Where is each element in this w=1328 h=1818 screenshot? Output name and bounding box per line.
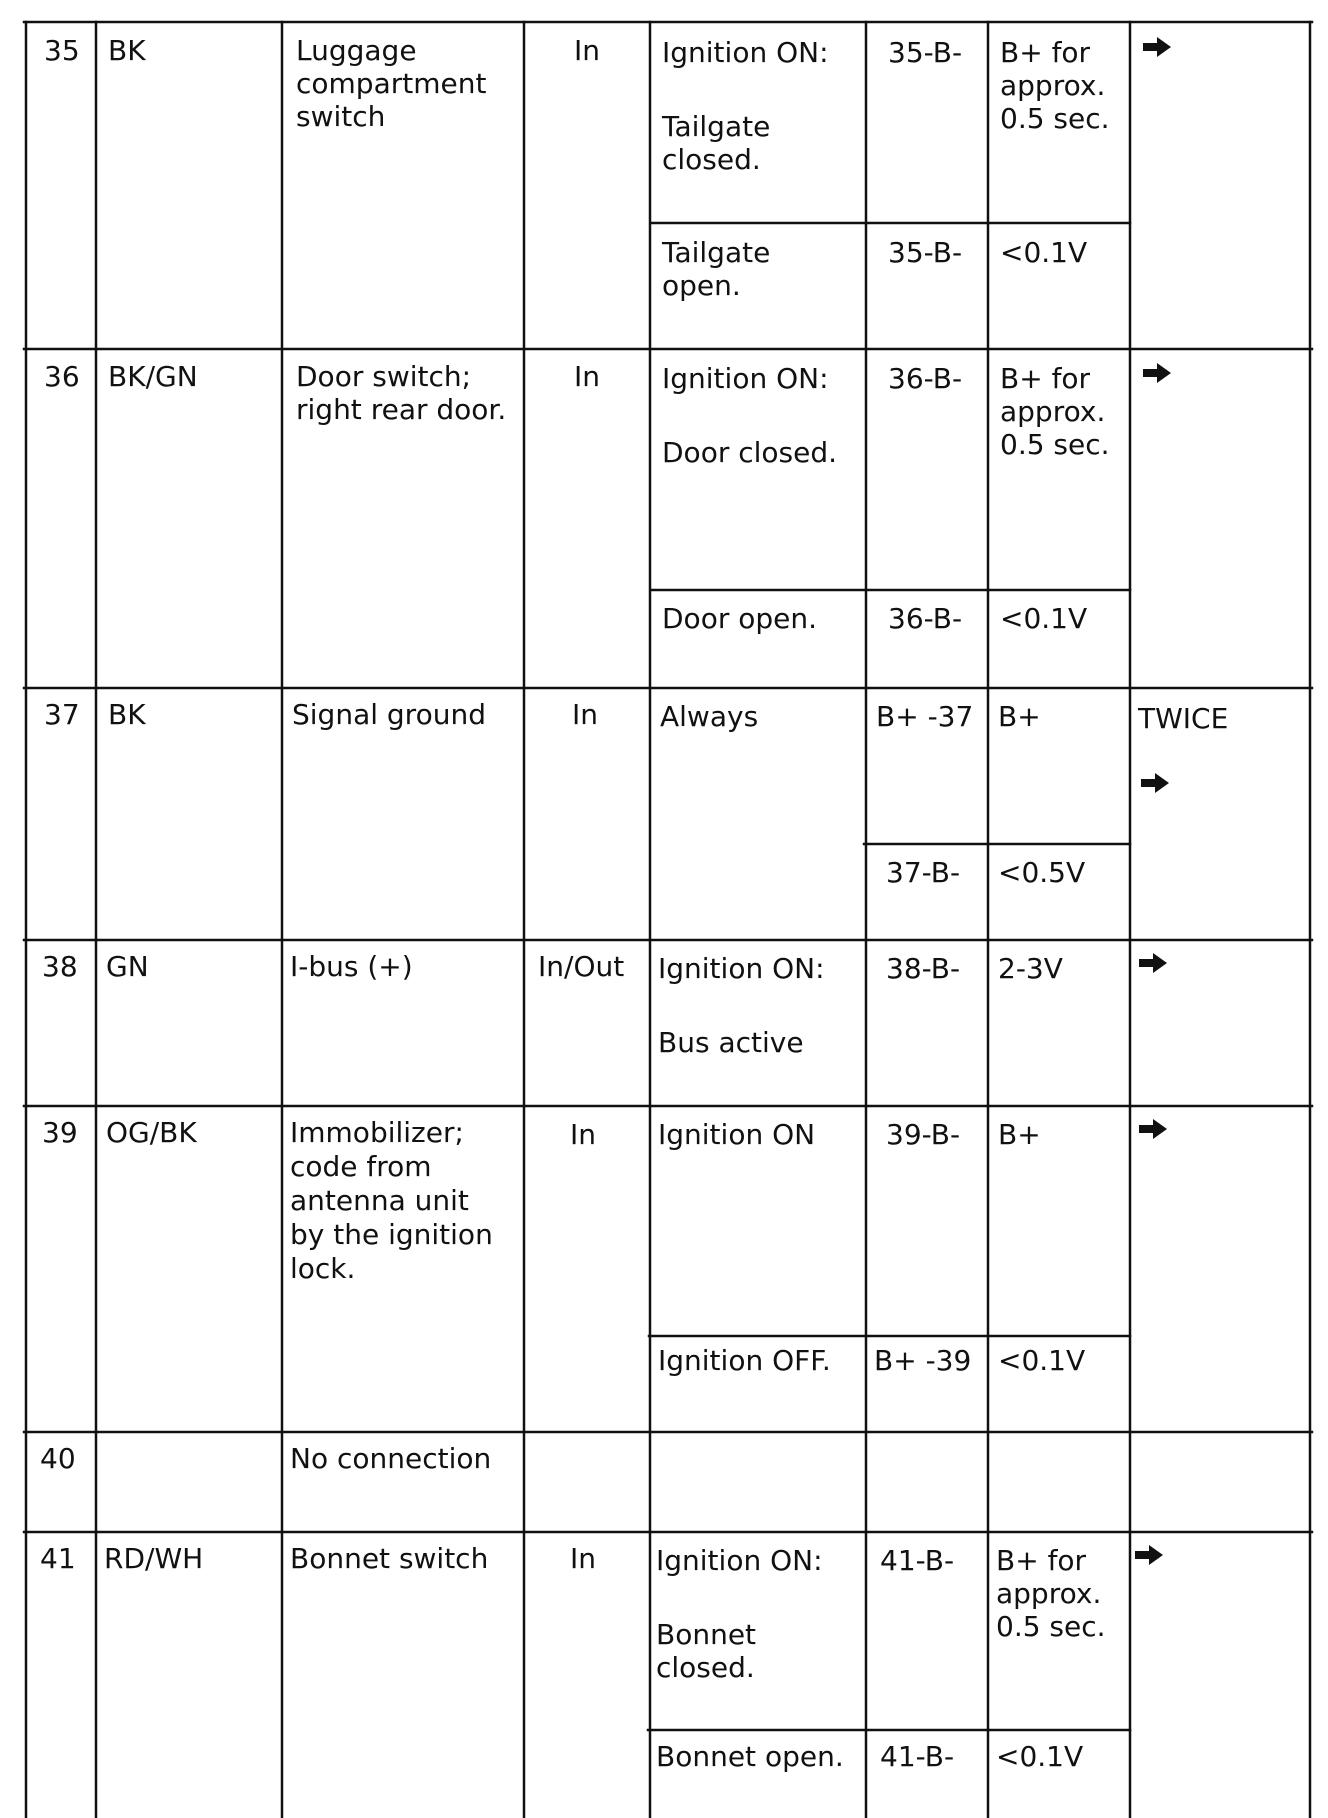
pin-number: 37 <box>44 698 80 731</box>
condition-line: Bus active <box>658 1026 804 1059</box>
signal-direction: In <box>570 1118 597 1151</box>
nominal-value: B+ for <box>1000 362 1091 395</box>
measure-point: 41-B- <box>880 1544 955 1577</box>
measure-point: 38-B- <box>886 952 961 985</box>
condition-line: Door open. <box>662 602 818 635</box>
measure-point: 37-B- <box>886 856 961 889</box>
condition-line: Bonnet <box>656 1618 757 1651</box>
description-line: right rear door. <box>296 393 507 426</box>
condition-line: Door closed. <box>662 436 838 469</box>
pin-number: 40 <box>40 1442 76 1475</box>
measure-point: B+ -39 <box>874 1344 972 1377</box>
condition-line: Ignition ON <box>658 1118 816 1151</box>
description-line: I-bus (+) <box>290 950 413 983</box>
pin-number: 36 <box>44 360 80 393</box>
condition-line: Tailgate <box>662 236 771 269</box>
pin-number: 38 <box>42 950 78 983</box>
wire-color: OG/BK <box>106 1116 197 1149</box>
description-line: by the ignition <box>290 1218 493 1251</box>
description-line: lock. <box>290 1252 356 1285</box>
condition-line: closed. <box>662 143 761 176</box>
condition-line: Always <box>660 700 759 733</box>
description-line: Door switch; <box>296 360 472 393</box>
pin-number: 35 <box>44 34 80 67</box>
signal-direction: In <box>570 1542 597 1575</box>
description-line: code from <box>290 1150 432 1183</box>
condition-line: closed. <box>656 1651 755 1684</box>
nominal-value: <0.1V <box>998 1344 1086 1377</box>
condition-line: open. <box>662 269 741 302</box>
nominal-value: B+ <box>998 1118 1041 1151</box>
signal-direction: In <box>574 34 601 67</box>
right-arrow-icon[interactable] <box>1134 1544 1164 1566</box>
right-arrow-icon[interactable] <box>1142 362 1172 384</box>
nominal-value: 0.5 sec. <box>1000 102 1110 135</box>
nominal-value: approx. <box>1000 69 1106 102</box>
measure-point: 41-B- <box>880 1740 955 1773</box>
condition-line: Ignition ON: <box>662 362 829 395</box>
nominal-value: <0.1V <box>996 1740 1084 1773</box>
condition-line: Ignition OFF. <box>658 1344 831 1377</box>
measure-point: 36-B- <box>888 362 963 395</box>
description-line: Immobilizer; <box>290 1116 464 1149</box>
nominal-value: 0.5 sec. <box>996 1610 1106 1643</box>
nominal-value: B+ for <box>996 1544 1087 1577</box>
condition-line: Tailgate <box>662 110 771 143</box>
nominal-value: <0.1V <box>1000 236 1088 269</box>
condition-line: Bonnet open. <box>656 1740 844 1773</box>
nominal-value: B+ <box>998 700 1041 733</box>
condition-line: Ignition ON: <box>658 952 825 985</box>
description-line: No connection <box>290 1442 492 1475</box>
measure-point: 35-B- <box>888 36 963 69</box>
signal-direction: In/Out <box>538 950 625 983</box>
wire-color: BK <box>108 698 146 731</box>
nominal-value: B+ for <box>1000 36 1091 69</box>
nominal-value: <0.5V <box>998 856 1086 889</box>
right-arrow-icon[interactable] <box>1138 1118 1168 1140</box>
description-line: Bonnet switch <box>290 1542 489 1575</box>
right-arrow-icon[interactable] <box>1140 772 1170 794</box>
wire-color: RD/WH <box>104 1542 204 1575</box>
wire-color: BK/GN <box>108 360 198 393</box>
measure-point: 35-B- <box>888 236 963 269</box>
note-text: TWICE <box>1138 702 1229 735</box>
nominal-value: <0.1V <box>1000 602 1088 635</box>
description-line: antenna unit <box>290 1184 469 1217</box>
right-arrow-icon[interactable] <box>1138 952 1168 974</box>
pin-number: 41 <box>40 1542 76 1575</box>
measure-point: 36-B- <box>888 602 963 635</box>
description-line: Signal ground <box>292 698 486 731</box>
wire-color: GN <box>106 950 149 983</box>
measure-point: B+ -37 <box>876 700 974 733</box>
pin-number: 39 <box>42 1116 78 1149</box>
signal-direction: In <box>572 698 599 731</box>
nominal-value: 2-3V <box>998 952 1063 985</box>
nominal-value: 0.5 sec. <box>1000 428 1110 461</box>
description-line: Luggage <box>296 34 417 67</box>
nominal-value: approx. <box>996 1577 1102 1610</box>
condition-line: Ignition ON: <box>662 36 829 69</box>
condition-line: Ignition ON: <box>656 1544 823 1577</box>
description-line: switch <box>296 100 386 133</box>
measure-point: 39-B- <box>886 1118 961 1151</box>
right-arrow-icon[interactable] <box>1142 36 1172 58</box>
signal-direction: In <box>574 360 601 393</box>
nominal-value: approx. <box>1000 395 1106 428</box>
wire-color: BK <box>108 34 146 67</box>
description-line: compartment <box>296 67 487 100</box>
